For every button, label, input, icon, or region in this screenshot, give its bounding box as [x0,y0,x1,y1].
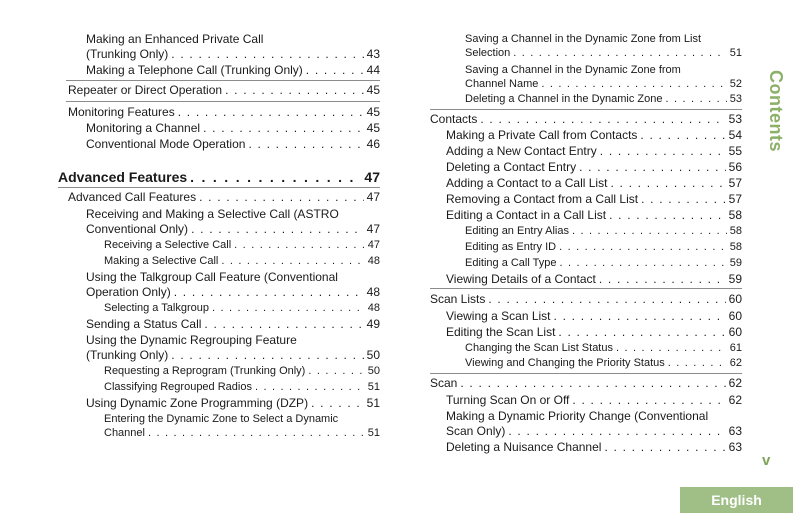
toc-entry[interactable]: Receiving and Making a Selective Call (ASTRO [86,207,339,221]
toc-entry[interactable]: Making a Dynamic Priority Change (Conventional [446,409,709,423]
toc-entry[interactable]: Monitoring Features . . . 45 [68,104,380,120]
toc-entry[interactable]: Scan . . . 62 [430,375,742,391]
toc-entry[interactable]: Adding a Contact to a Call List . . . 57 [446,175,742,191]
toc-entry[interactable]: Conventional Only) . . . 47 [86,221,380,237]
toc-entry[interactable]: Editing a Contact in a Call List . . . 58 [446,207,742,223]
toc-entry[interactable]: (Trunking Only) . . . 43 [86,46,380,62]
toc-entry[interactable]: Entering the Dynamic Zone to Select a Dynamic [104,413,339,425]
toc-entry[interactable]: Repeater or Direct Operation . . . 45 [68,82,380,98]
section-divider [66,80,380,81]
toc-entry[interactable]: Classifying Regrouped Radios . . . 51 [104,379,380,395]
toc-entry[interactable]: Editing a Call Type . . . 59 [465,255,742,271]
toc-entry[interactable]: Making a Selective Call . . . 48 [104,253,380,269]
section-divider [430,373,742,374]
toc-entry[interactable]: Editing as Entry ID . . . 58 [465,239,742,255]
toc-entry[interactable]: Making a Private Call from Contacts . . . 54 [446,127,742,143]
toc-entry[interactable]: Making a Telephone Call (Trunking Only) . . . 44 [86,62,380,78]
toc-entry[interactable]: Viewing a Scan List . . . 60 [446,308,742,324]
toc-entry[interactable]: Viewing and Changing the Priority Status . . . 62 [465,355,742,371]
section-divider [430,288,742,289]
toc-entry[interactable]: Conventional Mode Operation . . . 46 [86,136,380,152]
toc-entry[interactable]: Using Dynamic Zone Programming (DZP) . . . 51 [86,395,380,411]
toc-entry[interactable]: Changing the Scan List Status . . . 61 [465,340,742,356]
section-divider [66,101,380,102]
toc-entry[interactable]: Selection . . . 51 [465,45,742,61]
toc-entry[interactable]: Turning Scan On or Off . . . 62 [446,392,742,408]
contents-side-tab-label: Contents [766,70,786,152]
toc-entry[interactable]: Deleting a Nuisance Channel . . . 63 [446,439,742,455]
toc-entry[interactable]: Operation Only) . . . 48 [86,284,380,300]
page-number: v [762,452,771,469]
language-tab: English [680,487,793,513]
toc-entry[interactable]: Scan Lists . . . 60 [430,291,742,307]
toc-entry[interactable]: Contacts . . . 53 [430,111,742,127]
section-divider [430,109,742,110]
toc-entry[interactable]: Monitoring a Channel . . . 45 [86,120,380,136]
chapter-divider [58,187,380,188]
toc-entry[interactable]: Selecting a Talkgroup . . . 48 [104,300,380,316]
toc-entry[interactable]: Requesting a Reprogram (Trunking Only) . . . 50 [104,363,380,379]
toc-entry[interactable]: Adding a New Contact Entry . . . 55 [446,143,742,159]
contents-side-tab [756,70,792,160]
toc-entry[interactable]: Editing the Scan List . . . 60 [446,324,742,340]
toc-entry[interactable]: Advanced Call Features . . . 47 [68,189,380,205]
toc-entry[interactable]: Using the Dynamic Regrouping Feature [86,333,297,347]
toc-entry[interactable]: Scan Only) . . . 63 [446,423,742,439]
toc-chapter-entry[interactable]: Advanced Features . . . 47 [58,168,380,186]
toc-entry[interactable]: Channel . . . 51 [104,425,380,441]
toc-entry[interactable]: Deleting a Contact Entry . . . 56 [446,159,742,175]
toc-entry[interactable]: Using the Talkgroup Call Feature (Conventional [86,270,338,284]
toc-entry[interactable]: Receiving a Selective Call . . . 47 [104,237,380,253]
toc-entry[interactable]: Editing an Entry Alias . . . 58 [465,223,742,239]
toc-entry[interactable]: (Trunking Only) . . . 50 [86,347,380,363]
toc-entry[interactable]: Removing a Contact from a Call List . . . 57 [446,191,742,207]
toc-entry[interactable]: Deleting a Channel in the Dynamic Zone . . . 53 [465,91,742,107]
toc-entry[interactable]: Viewing Details of a Contact . . . 59 [446,271,742,287]
toc-entry[interactable]: Sending a Status Call . . . 49 [86,316,380,332]
toc-entry[interactable]: Making an Enhanced Private Call [86,32,264,46]
toc-entry[interactable]: Saving a Channel in the Dynamic Zone from [465,64,681,76]
toc-entry[interactable]: Channel Name . . . 52 [465,76,742,92]
toc-entry[interactable]: Saving a Channel in the Dynamic Zone from List [465,33,702,45]
